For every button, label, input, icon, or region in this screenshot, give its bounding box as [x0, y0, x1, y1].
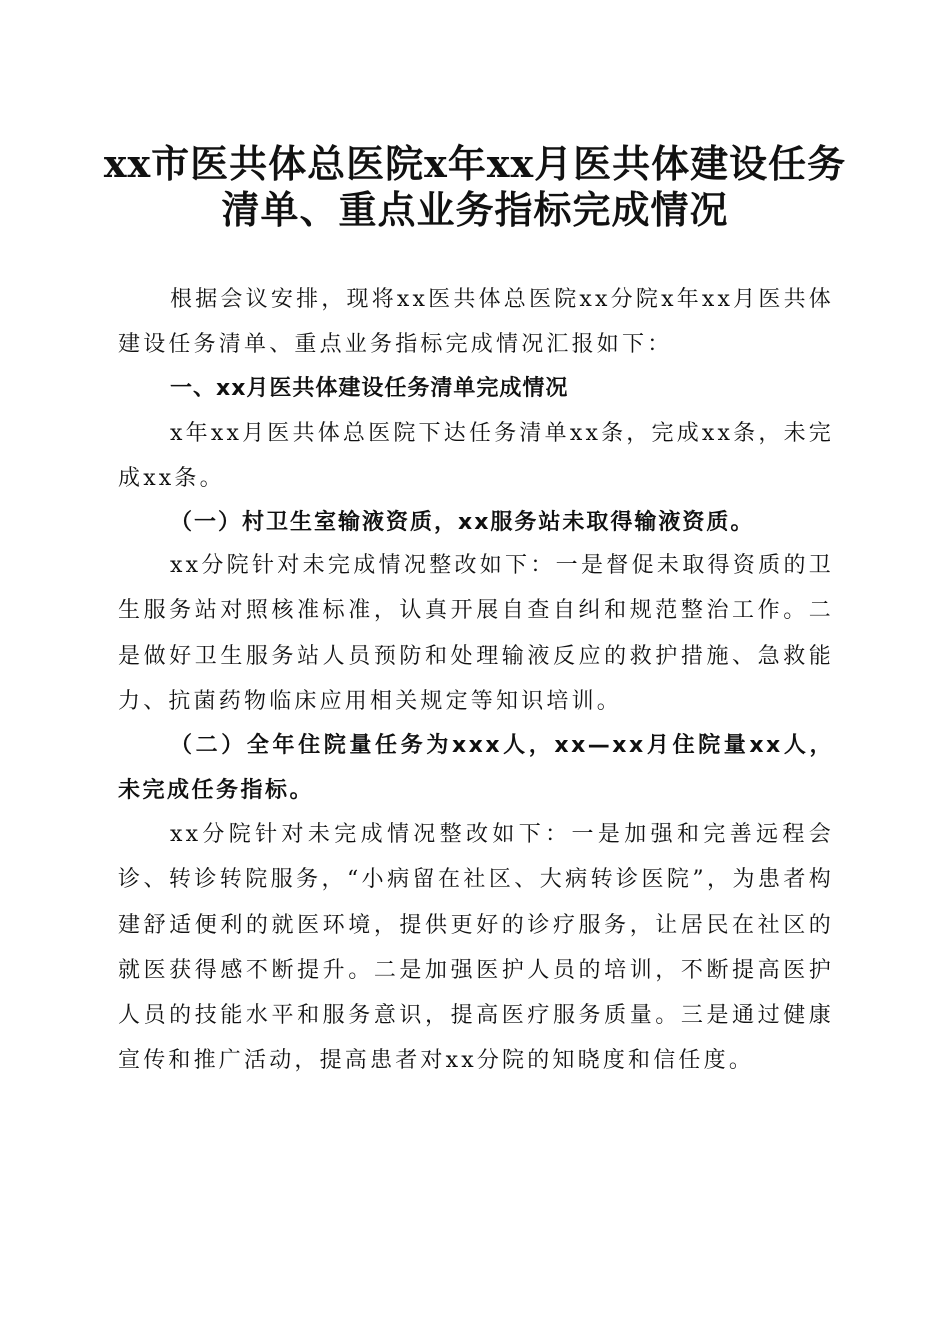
item-1-heading: （一）村卫生室输液资质，xx服务站未取得输液资质。 — [170, 510, 755, 535]
section-1-heading: 一、xx月医共体建设任务清单完成情况 — [170, 376, 569, 401]
section-1-summary: x年xx月医共体总医院下达任务清单xx条，完成xx条，未完成xx条。 — [118, 421, 834, 492]
document-title-line-1: xx市医共体总医院x年xx月医共体建设任务 — [103, 141, 847, 186]
item-1-body: xx分院针对未完成情况整改如下：一是督促未取得资质的卫生服务站对照核准标准，认真开展自查自纠和规范整治工作。二是做好卫生服务站人员预防和处理输液反应的救护措施、急救能力、抗菌药物临床应用相关规定等知识培训。 — [118, 553, 834, 714]
intro-paragraph: 根据会议安排，现将xx医共体总医院xx分院x年xx月医共体建设任务清单、重点业务指标完成情况汇报如下： — [118, 287, 834, 358]
item-2-heading: （二）全年住院量任务为xxx人，xx—xx月住院量xx人，未完成任务指标。 — [118, 733, 834, 804]
document-title-line-2: 清单、重点业务指标完成情况 — [221, 187, 729, 232]
item-2-body: xx分院针对未完成情况整改如下：一是加强和完善远程会诊、转诊转院服务，“小病留在社区、大病转诊医院”，为患者构建舒适便利的就医环境，提供更好的诊疗服务，让居民在社区的就医获得感不断提升。二是加强医护人员的培训，不断提高医护人员的技能水平和服务意识，提高医疗服务质量。三是通过健康宣传和推广活动，提高患者对xx分院的知晓度和信任度。 — [118, 822, 834, 1074]
